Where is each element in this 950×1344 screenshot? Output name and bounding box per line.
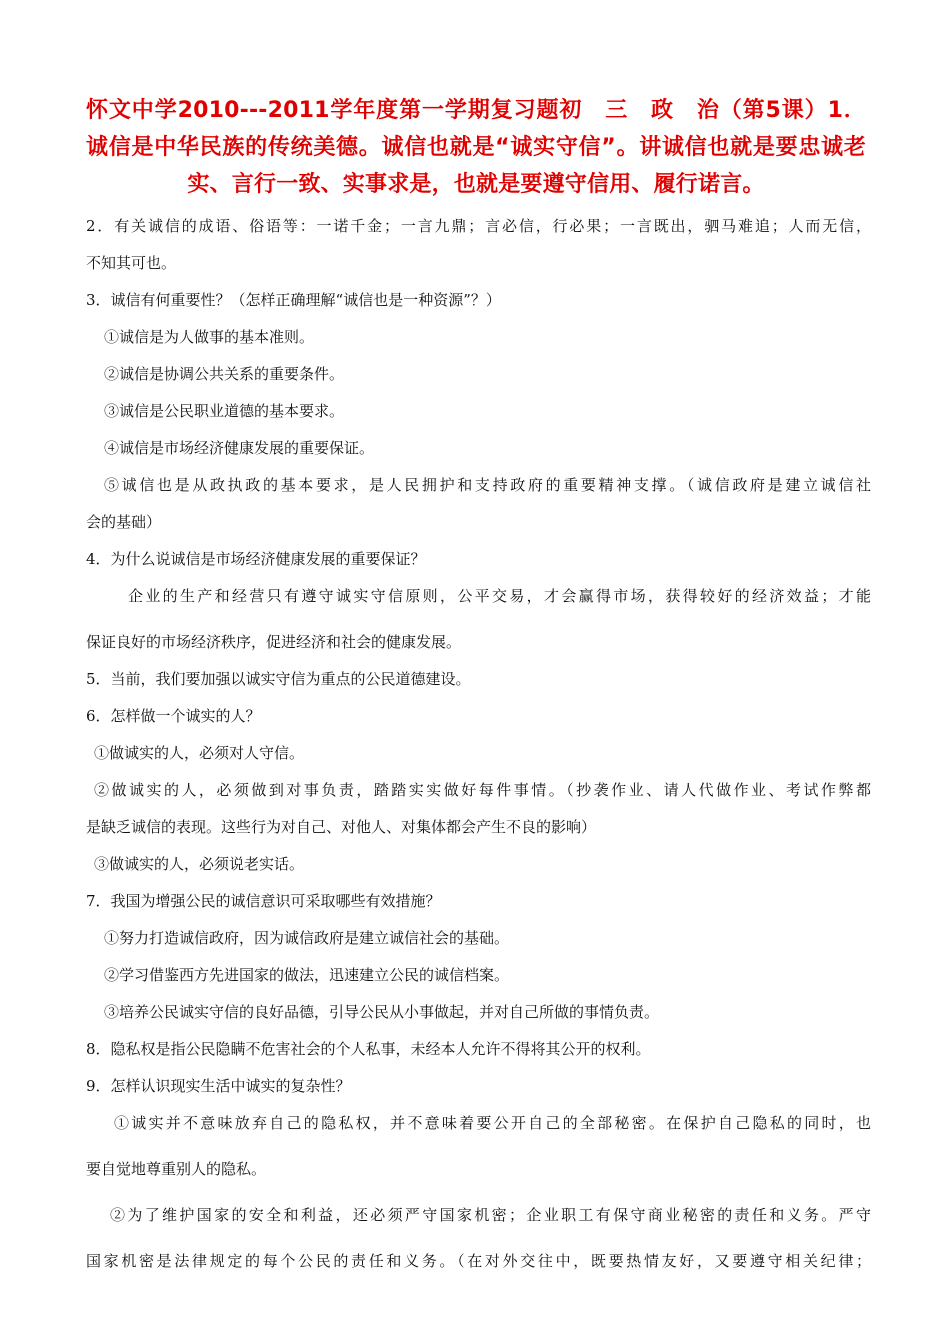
text-line: 3．诚信有何重要性？（怎样正确理解“诚信也是一种资源”？） <box>86 291 501 309</box>
text-line: 企业的生产和经营只有遵守诚实守信原则，公平交易，才会赢得市场，获得较好的经济效益；才能 <box>128 587 871 605</box>
text-line: ②学习借鉴西方先进国家的做法，迅速建立公民的诚信档案。 <box>104 966 510 984</box>
text-line: ①努力打造诚信政府，因为诚信政府是建立诚信社会的基础。 <box>104 929 510 947</box>
text-line: 2．有关诚信的成语、俗语等：一诺千金；一言九鼎；言必信，行必果；一言既出，驷马难追；人而无信， <box>86 217 871 235</box>
text-line: ①诚信是为人做事的基本准则。 <box>104 328 315 346</box>
text-line: 7．我国为增强公民的诚信意识可采取哪些有效措施？ <box>86 892 441 910</box>
text-line: 保证良好的市场经济秩序，促进经济和社会的健康发展。 <box>86 633 462 651</box>
text-line: ②诚信是协调公共关系的重要条件。 <box>104 365 345 383</box>
document-title: 怀文中学2010---2011学年度第一学期复习题初 三 政 治（第5课）1．诚信是中华民族的传统美德。诚信也就是“诚实守信”。讲诚信也就是要忠诚老实、言行一致、实事求是，也就是要遵守信用、履行诺言。 <box>86 98 866 197</box>
text-line: 5．当前，我们要加强以诚实守信为重点的公民道德建设。 <box>86 670 471 688</box>
text-line: ①做诚实的人，必须对人守信。 <box>94 744 305 762</box>
text-line: ③培养公民诚实守信的良好品德，引导公民从小事做起，并对自己所做的事情负责。 <box>104 1003 660 1021</box>
text-line: 是缺乏诚信的表现。这些行为对自己、对他人、对集体都会产生不良的影响） <box>86 818 597 836</box>
text-line: ⑤诚信也是从政执政的基本要求，是人民拥护和支持政府的重要精神支撑。（诚信政府是建立诚信社 <box>104 476 871 494</box>
text-line: ②为了维护国家的安全和利益，还必须严守国家机密；企业职工有保守商业秘密的责任和义务。严守 <box>110 1206 871 1224</box>
text-line: 6．怎样做一个诚实的人？ <box>86 707 261 725</box>
text-line: ②做诚实的人，必须做到对事负责，踏踏实实做好每件事情。（抄袭作业、请人代做作业、考试作弊都 <box>94 781 871 799</box>
text-line: 不知其可也。 <box>86 254 177 272</box>
text-line: 8．隐私权是指公民隐瞒不危害社会的个人私事，未经本人允许不得将其公开的权利。 <box>86 1040 651 1058</box>
document-body <box>86 212 871 1284</box>
text-line: ④诚信是市场经济健康发展的重要保证。 <box>104 439 375 457</box>
text-line: ③诚信是公民职业道德的基本要求。 <box>104 402 345 420</box>
text-line: 国家机密是法律规定的每个公民的责任和义务。（在对外交往中，既要热情友好，又要遵守相关纪律； <box>86 1252 871 1270</box>
text-line: 会的基础） <box>86 513 162 531</box>
text-line: ①诚实并不意味放弃自己的隐私权，并不意味着要公开自己的全部秘密。在保护自己隐私的同时，也 <box>114 1114 871 1132</box>
text-line: 要自觉地尊重别人的隐私。 <box>86 1160 267 1178</box>
text-line: 9．怎样认识现实生活中诚实的复杂性？ <box>86 1077 351 1095</box>
text-line: ③做诚实的人，必须说老实话。 <box>94 855 305 873</box>
text-line: 4．为什么说诚信是市场经济健康发展的重要保证？ <box>86 550 426 568</box>
